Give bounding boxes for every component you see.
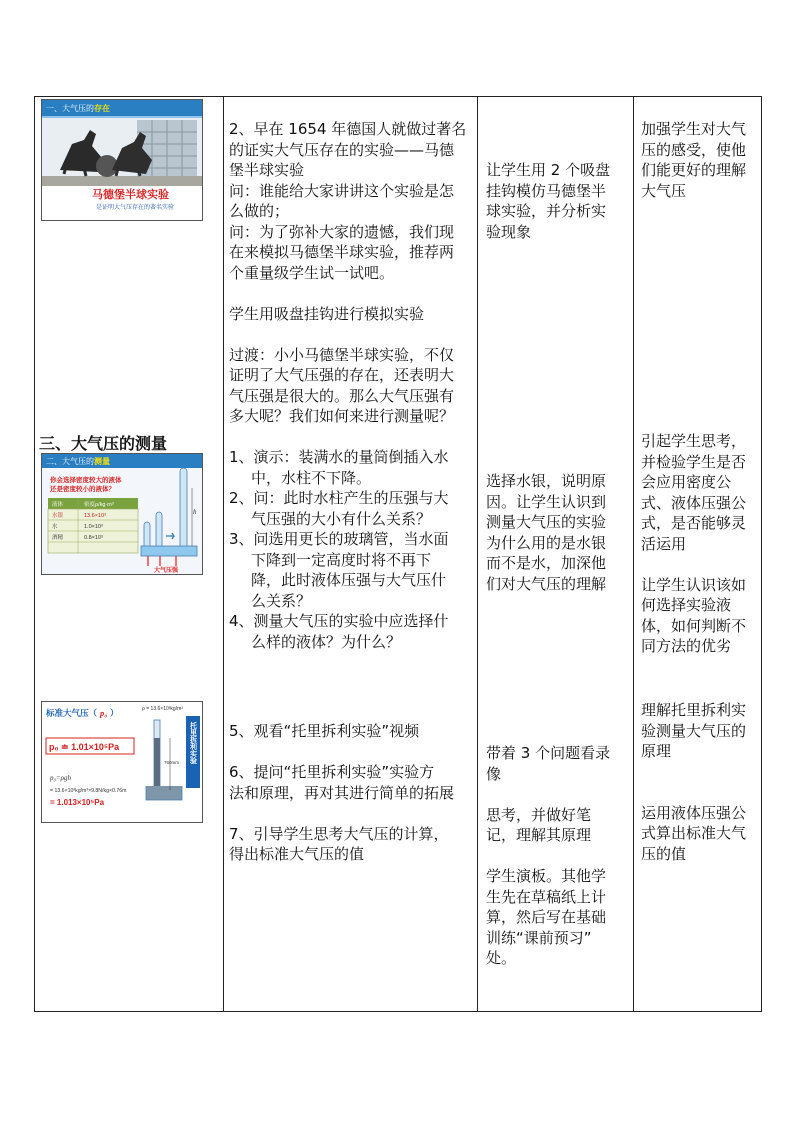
col3-student-activity <box>486 471 628 594</box>
col3-student-activity <box>486 743 628 969</box>
col3-line: 记，理解其原理 <box>486 826 592 844</box>
col3-line: 挂钩模仿马德堡半 <box>486 181 607 200</box>
slide3-title: 标准大气压（ <box>46 708 98 718</box>
col3-line: 处。 <box>486 949 517 967</box>
col2-teacher-activity <box>229 119 475 652</box>
slide3-big-value: p₀ ≐ 1.01×10⁵Pa <box>49 742 120 752</box>
col2-line: 6、提问“托里拆利实验”实验方 <box>229 763 435 781</box>
slide3-result: = 1.013×10⁵Pa <box>50 798 105 807</box>
col3-line: 思考，并做好笔 <box>486 805 592 824</box>
col4-line: 式，是否能够灵 <box>641 514 747 532</box>
slide2-cell: 水银 <box>52 513 64 519</box>
col2-line: 法和原理，再对其进行简单的拓展 <box>229 783 455 802</box>
col2-line: 1、演示：装满水的量筒倒插入水 <box>229 448 449 466</box>
col3-student-activity <box>486 160 628 242</box>
col4-design-intent <box>641 700 761 864</box>
col4-line: 会应用密度公 <box>641 473 732 491</box>
slide2-question-2: 还是密度较小的液体？ <box>50 486 115 493</box>
slide-measurement <box>41 453 203 575</box>
col3-line: 学生演板。其他学 <box>486 867 607 885</box>
col4-line: 引起学生思考， <box>641 432 747 450</box>
col3-line: 带着 3 个问题看录 <box>486 744 611 762</box>
col2-line: 堡半球实验 <box>229 161 305 179</box>
measurement-picture <box>42 454 202 574</box>
col2-line: 7、引导学生思考大气压的计算， <box>229 824 449 843</box>
col2-line: 证明了大气压强的存在，还表明大 <box>229 366 455 384</box>
col2-line: 个重量级学生试一试吧。 <box>229 263 395 282</box>
col2-line: 中，水柱不下降。 <box>251 468 372 487</box>
col2-line: 气压强是很大的。那么大气压强有 <box>229 386 455 405</box>
slide2-bottom-label: 大气压强 <box>154 568 179 574</box>
slide2-cell: 0.8×10³ <box>84 535 103 541</box>
slide3-title-symbol: p₀ <box>100 708 108 718</box>
col3-line: 生先在草稿纸上计 <box>486 887 607 906</box>
col2-line: 5、观看“托里拆利实验”视频 <box>229 722 420 740</box>
col4-line: 们能更好的理解 <box>641 161 747 179</box>
slide3-formula: p₀=ρgh <box>50 774 72 782</box>
col4-line: 理解托里拆利实 <box>641 701 747 719</box>
standard-pressure-picture <box>42 702 202 822</box>
slide2-th-density: 密度ρ/kg·m³ <box>84 502 114 508</box>
slide3-rho-note: ρ = 13.6×10³kg/m³ <box>142 706 183 712</box>
slide2-h-label: h <box>193 508 197 516</box>
slide2-cell: 水 <box>52 524 58 530</box>
col3-line: 让学生用 2 个吸盘 <box>486 161 611 179</box>
slide-standard-pressure <box>41 701 203 823</box>
slide3-side-label: 托里拆利实验 <box>189 722 197 764</box>
col4-line: 同方法的优劣 <box>641 637 732 655</box>
col2-line: 得出标准大气压的值 <box>229 845 365 863</box>
col3-line: 球实验，并分析实 <box>486 202 607 220</box>
col2-line: 2、问：此时水柱产生的压强与大 <box>229 489 449 507</box>
col4-line: 压的感受，使他 <box>641 140 747 159</box>
slide2-cell: 酒精 <box>52 535 64 541</box>
col3-line: 为什么用的是水银 <box>486 533 607 552</box>
slide1-subtitle: 是证明大气压存在的著名实验 <box>96 205 175 211</box>
col4-line: 压的值 <box>641 844 687 863</box>
col2-line: 问：谁能给大家讲讲这个实验是怎 <box>229 181 455 200</box>
col3-line: 算，然后写在基础 <box>486 908 607 926</box>
slide3-height-label: 760mm <box>164 760 180 765</box>
col2-line: 问：为了弥补大家的遗憾，我们现 <box>229 222 455 241</box>
col4-design-intent <box>641 119 761 201</box>
magdeburg-picture <box>42 100 202 220</box>
slide2-cell: 13.6×10³ <box>84 513 106 519</box>
col3-line: 因。让学生认识到 <box>486 492 607 511</box>
slide2-th-liquid: 液体 <box>52 502 64 508</box>
col2-line: 么做的； <box>229 202 290 220</box>
col4-line: 让学生认识该如 <box>641 575 747 594</box>
col2-line: 气压强的大小有什么关系？ <box>251 509 432 528</box>
col2-line: 的证实大气压存在的实验——马德 <box>229 140 455 159</box>
col4-line: 加强学生对大气 <box>641 120 747 138</box>
col2-line: 4、测量大气压的实验中应选择什 <box>229 612 449 630</box>
col4-line: 原理 <box>641 742 672 760</box>
column-divider <box>223 97 224 1011</box>
col3-line: 而不是水，加深他 <box>486 554 607 572</box>
col4-design-intent <box>641 431 761 657</box>
slide3-calc: = 13.6×10³kg/m³×9.8N/kg×0.76m <box>50 788 127 794</box>
slide2-cell: 1.0×10³ <box>84 524 103 530</box>
col2-line: 么样的液体？为什么？ <box>251 632 402 651</box>
col4-line: 并检验学生是否 <box>641 452 747 471</box>
slide1-header-highlight: 存在 <box>94 104 110 113</box>
col4-line: 活运用 <box>641 534 687 553</box>
slide1-title: 马德堡半球实验 <box>92 189 169 201</box>
col3-line: 像 <box>486 764 502 783</box>
column-divider <box>477 97 478 1011</box>
slide2-header-highlight: 测量 <box>94 457 110 466</box>
slide2-header: 二、大气压的 <box>46 457 94 466</box>
slide2-question-1: 你会选择密度较大的液体 <box>50 477 122 484</box>
col2-line: 学生用吸盘挂钩进行模拟实验 <box>229 304 425 323</box>
col4-line: 何选择实验液 <box>641 596 732 614</box>
col2-line: 在来模拟马德堡半球实验，推荐两 <box>229 243 455 261</box>
col4-line: 体，如何判断不 <box>641 616 747 635</box>
column-divider <box>633 97 634 1011</box>
col4-line: 运用液体压强公 <box>641 803 747 822</box>
col3-line: 们对大气压的理解 <box>486 574 607 593</box>
col4-line: 式算出标准大气 <box>641 824 747 842</box>
col4-line: 大气压 <box>641 181 687 200</box>
col2-line: 降，此时液体压强与大气压什 <box>251 571 447 589</box>
col3-line: 测量大气压的实验 <box>486 513 607 531</box>
slide1-header: 一、大气压的 <box>46 104 94 113</box>
col3-line: 训练“课前预习” <box>486 928 592 947</box>
col4-line: 式、液体压强公 <box>641 493 747 512</box>
col4-line: 验测量大气压的 <box>641 721 747 740</box>
col2-line: 下降到一定高度时将不再下 <box>251 550 432 569</box>
section-title-measurement: 三、大气压的测量 <box>39 434 168 453</box>
col2-line: 2、早在 1654 年德国人就做过著名 <box>229 120 467 138</box>
col3-line: 选择水银，说明原 <box>486 472 607 490</box>
lesson-table <box>34 96 762 1012</box>
slide-magdeburg <box>41 99 203 221</box>
col2-line: 多大呢？我们如何来进行测量呢？ <box>229 407 455 425</box>
col2-line: 3、问选用更长的玻璃管，当水面 <box>229 530 449 548</box>
col3-line: 验现象 <box>486 222 532 241</box>
col2-line: 过渡：小小马德堡半球实验，不仅 <box>229 345 455 364</box>
slide3-title-end: ） <box>110 708 119 718</box>
col2-teacher-activity-part2 <box>229 721 475 865</box>
col2-line: 么关系？ <box>251 591 312 610</box>
